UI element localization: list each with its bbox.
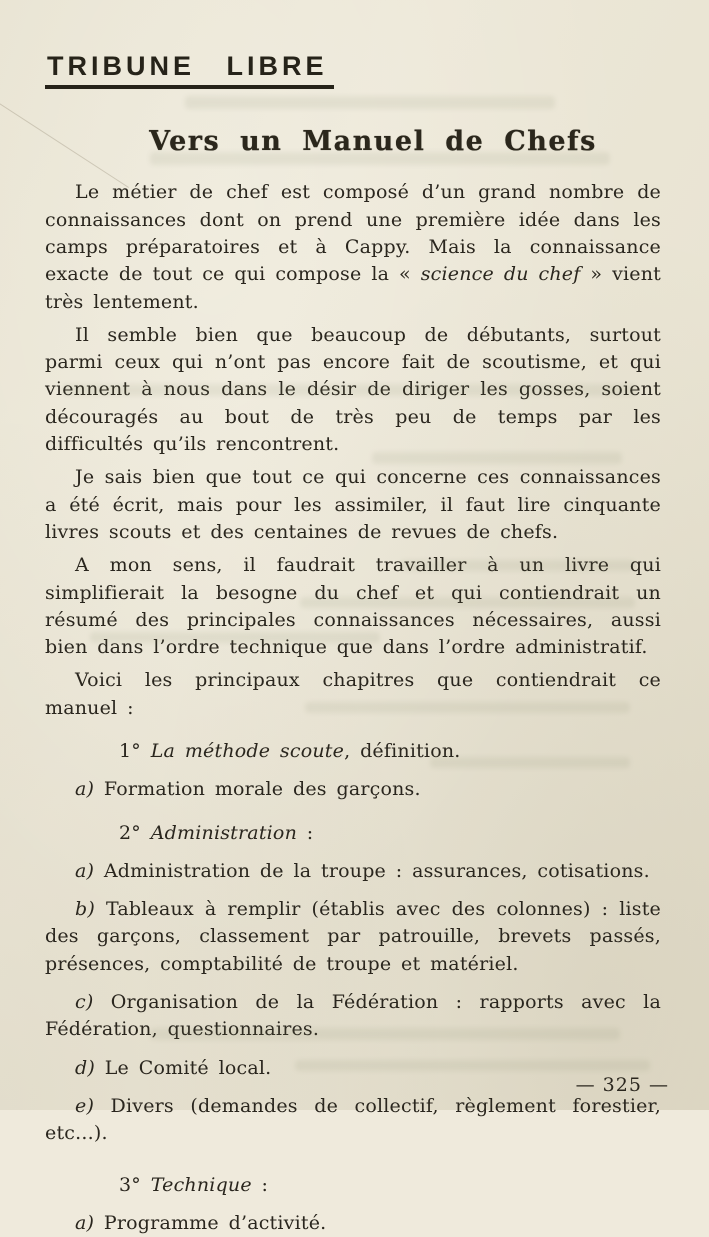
article-body [45, 179, 661, 1237]
paragraph-3: Je sais bien que tout ce qui concerne ces connaissances a été écrit, mais pour les assimiler, il faut lire cinquante livres scouts et des centaines de revues de chefs. [45, 466, 661, 543]
list-item-2e: e) Divers (demandes de collectif, règlement forestier, etc...). [45, 1094, 661, 1145]
paragraph-2: Il semble bien que beaucoup de débutants, surtout parmi ceux qui n’ont pas encore fait de scoutisme, et qui viennent à nous dans le désir de diriger les gosses, soient découragés au bout de très peu de temps par les difficultés qu’ils rencontrent. [45, 323, 661, 456]
masthead-row [45, 52, 661, 89]
article-title: Vers un Manuel de Chefs [149, 126, 597, 158]
list-item-2: 2° Administration : [119, 821, 314, 844]
masthead-tribune-libre: TRIBUNE LIBRE [45, 52, 334, 89]
paper-crease-artifact [0, 0, 216, 188]
list-item-3: 3° Technique : [119, 1173, 269, 1196]
list-item-2d: d) Le Comité local. [75, 1056, 272, 1079]
list-item-2c: c) Organisation de la Fédération : rapports avec la Fédération, questionnaires. [45, 991, 661, 1041]
list-item-1a: a) Formation morale des garçons. [75, 778, 421, 801]
bleedthrough-artifact [185, 96, 555, 109]
page-number: — 325 — [575, 1074, 669, 1096]
list-item-2a: a) Administration de la troupe : assurances, cotisations. [75, 859, 650, 882]
list-item-1: 1° La méthode scoute, définition. [119, 739, 461, 762]
paragraph-1: Le métier de chef est composé d’un grand nombre de connaissances dont on prend une première idée dans les camps préparatoires et à Cappy. Mais la connaissance exacte de tout ce qui compose la « science du chef » vient très lentement. [45, 181, 662, 313]
list-item-3a: a) Programme d’activité. [75, 1211, 327, 1234]
paragraph-4: A mon sens, il faudrait travailler à un livre qui simplifierait la besogne du chef et qui contiendrait un résumé des principales connaissances nécessaires, aussi bien dans l’ordre technique que dans l’ordre administratif. [45, 554, 661, 659]
list-item-2b: b) Tableaux à remplir (établis avec des colonnes) : liste des garçons, classement par patrouille, brevets passés, présences, comptabilité de troupe et matériel. [45, 898, 661, 975]
paragraph-5-intro: Voici les principaux chapitres que contiendrait ce manuel : [45, 669, 661, 719]
